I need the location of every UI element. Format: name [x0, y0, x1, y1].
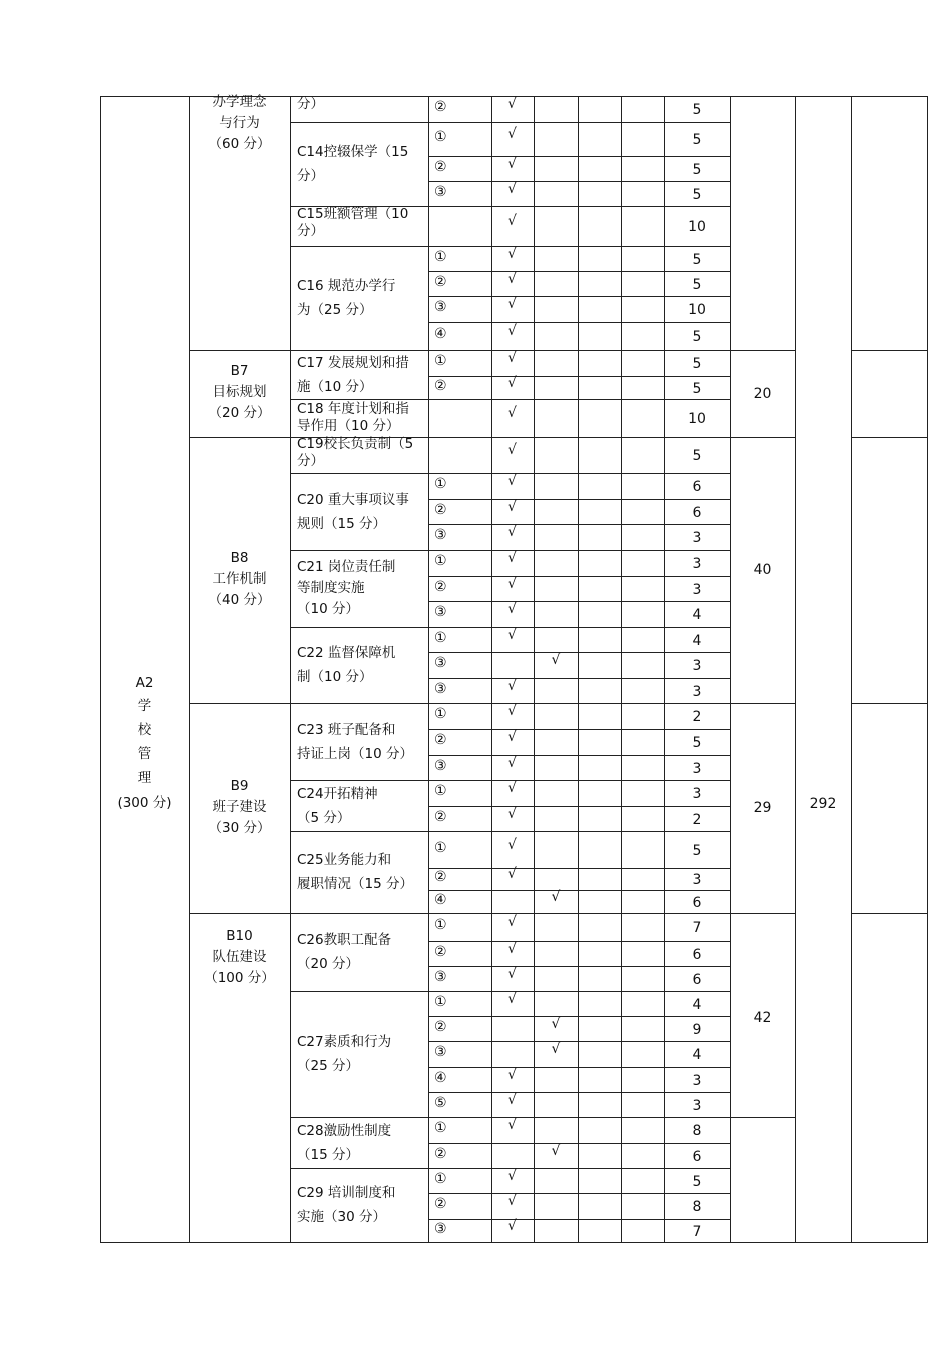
item-score: 10 — [688, 219, 706, 235]
grade-check-mark: √ — [508, 350, 517, 366]
row-rule — [730, 1117, 796, 1118]
grade-check-mark: √ — [508, 805, 517, 822]
grade-check-mark: √ — [508, 245, 517, 262]
row-rule — [290, 780, 429, 781]
indicator-c-label: 等制度实施 — [297, 580, 365, 596]
row-rule — [428, 890, 731, 891]
row-rule — [290, 831, 429, 832]
item-number: ② — [434, 501, 447, 518]
indicator-b-label: （100 分） — [204, 970, 275, 986]
indicator-c-label: C29 培训制度和 — [297, 1185, 396, 1201]
indicator-b-label: 工作机制 — [212, 571, 267, 587]
row-rule — [428, 473, 731, 474]
row-rule — [428, 437, 731, 438]
item-number: ③ — [434, 757, 447, 774]
row-rule — [189, 350, 291, 351]
indicator-c-label: C20 重大事项议事 — [297, 491, 409, 508]
section-name-char: 校 — [137, 722, 152, 738]
item-score: 5 — [692, 102, 702, 118]
item-score: 8 — [692, 1199, 702, 1215]
item-score: 2 — [692, 709, 702, 725]
item-score: 6 — [692, 894, 702, 911]
item-number: ③ — [434, 680, 447, 697]
row-rule — [428, 1219, 731, 1220]
item-number: ② — [434, 273, 447, 290]
grade-check-mark: √ — [508, 1167, 517, 1184]
grade-check-mark: √ — [508, 323, 517, 339]
row-rule — [428, 156, 731, 157]
grade-check-mark: √ — [508, 780, 517, 796]
indicator-c-label: C26教职工配备 — [297, 932, 392, 948]
grade-check-mark: √ — [551, 1142, 561, 1159]
row-rule — [290, 550, 429, 551]
item-score: 5 — [692, 276, 702, 293]
item-number: ② — [434, 377, 447, 394]
item-number: ① — [434, 706, 447, 722]
row-rule — [428, 729, 731, 730]
item-score: 5 — [692, 329, 702, 345]
column-rule — [730, 96, 731, 1243]
indicator-b-total: 40 — [753, 562, 772, 578]
row-rule — [100, 1242, 928, 1243]
grade-check-mark: √ — [508, 836, 517, 853]
row-rule — [428, 1117, 731, 1118]
grade-check-mark: √ — [508, 1066, 517, 1083]
row-rule — [428, 780, 731, 781]
item-score: 4 — [692, 996, 702, 1013]
indicator-c-label: （15 分） — [297, 1146, 359, 1163]
grade-check-mark: √ — [508, 940, 517, 957]
grade-check-mark: √ — [508, 498, 517, 515]
indicator-c-label: 施（10 分） — [297, 378, 373, 395]
column-rule — [795, 96, 796, 1243]
grade-check-mark: √ — [508, 155, 517, 172]
item-score: 4 — [692, 607, 702, 623]
row-rule — [851, 913, 928, 914]
grade-check-mark: √ — [508, 405, 517, 421]
item-number: ② — [434, 1018, 447, 1035]
item-number: ② — [434, 732, 447, 748]
row-rule — [290, 991, 429, 992]
column-rule — [290, 96, 291, 1243]
item-score: 9 — [692, 1021, 702, 1038]
indicator-b-label: （40 分） — [208, 592, 271, 608]
item-score: 6 — [692, 946, 702, 963]
item-number: ③ — [434, 968, 447, 985]
indicator-c-label: C28激励性制度 — [297, 1122, 392, 1139]
row-rule — [428, 1041, 731, 1042]
row-rule — [428, 206, 731, 207]
item-number: ① — [434, 248, 447, 265]
indicator-b-label: B7 — [230, 363, 249, 379]
row-rule — [290, 703, 429, 704]
indicator-c-label: 为（25 分） — [297, 302, 373, 318]
grade-check-mark: √ — [508, 1217, 517, 1234]
indicator-c-label: C19校长负责制（5 — [297, 436, 414, 452]
section-name-char: 管 — [137, 746, 152, 762]
item-score: 5 — [692, 251, 702, 268]
item-number: ③ — [434, 1220, 447, 1237]
grade-check-mark: √ — [551, 652, 561, 668]
item-number: ③ — [434, 299, 447, 315]
indicator-c-label: 分） — [297, 96, 324, 112]
item-number: ④ — [434, 1069, 447, 1086]
item-score: 3 — [692, 760, 702, 777]
item-number: ② — [434, 1145, 447, 1162]
indicator-b-label: 班子建设 — [212, 799, 267, 815]
column-rule — [621, 96, 622, 1243]
item-number: ④ — [434, 891, 447, 908]
item-number: ② — [434, 869, 447, 885]
column-rule — [100, 96, 101, 1243]
item-number: ① — [434, 553, 447, 569]
grade-check-mark: √ — [508, 213, 517, 229]
item-score: 3 — [692, 658, 702, 674]
item-number: ① — [434, 993, 447, 1010]
item-score: 5 — [692, 356, 702, 372]
row-rule — [290, 246, 429, 247]
row-rule — [428, 1168, 731, 1169]
item-score: 3 — [692, 1097, 702, 1114]
grade-check-mark: √ — [508, 575, 517, 592]
grade-check-mark: √ — [508, 180, 517, 197]
indicator-c-label: 分） — [297, 223, 324, 239]
row-rule — [290, 1168, 429, 1169]
row-rule — [730, 913, 796, 914]
row-rule — [851, 350, 928, 351]
item-score: 2 — [692, 811, 702, 828]
item-score: 5 — [692, 186, 702, 203]
grade-check-mark: √ — [508, 866, 517, 882]
row-rule — [428, 1092, 731, 1093]
grade-check-mark: √ — [508, 550, 517, 566]
row-rule — [428, 991, 731, 992]
indicator-c-label: （20 分） — [297, 956, 359, 972]
item-number: ③ — [434, 527, 447, 543]
grade-check-mark: √ — [508, 965, 517, 982]
item-number: ② — [434, 158, 447, 175]
row-rule — [290, 473, 429, 474]
row-rule — [428, 601, 731, 602]
grade-check-mark: √ — [508, 126, 517, 142]
item-score: 5 — [692, 735, 702, 751]
row-rule — [730, 350, 796, 351]
item-score: 6 — [692, 504, 702, 521]
item-score: 3 — [692, 683, 702, 700]
grade-check-mark: √ — [508, 1193, 517, 1209]
grade-check-mark: √ — [508, 626, 517, 643]
indicator-c-label: C21 岗位责任制 — [297, 559, 396, 575]
indicator-c-label: C24开拓精神 — [297, 785, 378, 802]
indicator-c-label: 导作用（10 分） — [297, 418, 400, 434]
indicator-c-label: C27素质和行为 — [297, 1034, 392, 1050]
item-score: 3 — [692, 530, 702, 546]
row-rule — [428, 1193, 731, 1194]
grade-check-mark: √ — [508, 473, 517, 489]
item-number: ① — [434, 1170, 447, 1187]
item-number: ① — [434, 917, 447, 933]
item-score: 8 — [692, 1123, 702, 1139]
item-score: 5 — [692, 161, 702, 178]
indicator-b-total: 29 — [753, 800, 772, 816]
row-rule — [428, 913, 731, 914]
item-score: 10 — [688, 302, 706, 318]
item-score: 5 — [692, 842, 702, 859]
item-score: 4 — [692, 1047, 702, 1063]
indicator-c-label: 制（10 分） — [297, 669, 373, 685]
item-number: ② — [434, 943, 447, 960]
row-rule — [851, 437, 928, 438]
grade-check-mark: √ — [508, 1091, 517, 1108]
row-rule — [428, 806, 731, 807]
indicator-c-label: C23 班子配备和 — [297, 721, 396, 738]
row-rule — [428, 627, 731, 628]
grade-check-mark: √ — [551, 1015, 561, 1032]
row-rule — [428, 122, 731, 123]
grade-check-mark: √ — [508, 677, 517, 694]
grade-check-mark: √ — [508, 601, 517, 617]
item-number: ① — [434, 476, 447, 492]
row-rule — [428, 524, 731, 525]
row-rule — [428, 1143, 731, 1144]
item-number: ④ — [434, 326, 447, 342]
row-rule — [428, 1016, 731, 1017]
indicator-c-label: （5 分） — [297, 809, 351, 826]
grade-check-mark: √ — [508, 270, 517, 287]
grade-check-mark: √ — [508, 754, 517, 771]
row-rule — [189, 913, 291, 914]
indicator-c-label: C22 监督保障机 — [297, 645, 396, 661]
grade-check-mark: √ — [508, 96, 517, 112]
indicator-b-label: 目标规划 — [212, 384, 267, 400]
indicator-b-total: 42 — [753, 1010, 772, 1026]
grade-check-mark: √ — [508, 442, 517, 458]
section-max-score: (300 分) — [117, 795, 172, 811]
column-rule — [189, 96, 190, 1243]
row-rule — [428, 271, 731, 272]
grade-check-mark: √ — [508, 524, 517, 540]
row-rule — [290, 1117, 429, 1118]
indicator-c-label: C15班额管理（10 — [297, 206, 409, 222]
row-rule — [428, 652, 731, 653]
row-rule — [730, 437, 796, 438]
indicator-c-label: 规则（15 分） — [297, 515, 386, 532]
row-rule — [290, 627, 429, 628]
grade-check-mark: √ — [508, 703, 517, 719]
section-code: A2 — [135, 675, 154, 691]
row-rule — [428, 966, 731, 967]
row-rule — [428, 755, 731, 756]
indicator-b-total: 20 — [753, 385, 772, 402]
indicator-c-label: 分） — [297, 168, 324, 184]
indicator-b-label: （20 分） — [208, 405, 271, 421]
indicator-b-label: 办学理念 — [212, 94, 267, 110]
column-rule — [428, 96, 429, 1243]
row-rule — [428, 550, 731, 551]
item-score: 3 — [692, 1072, 702, 1089]
row-rule — [290, 913, 429, 914]
indicator-b-label: （60 分） — [208, 136, 271, 152]
item-number: ③ — [434, 1044, 447, 1060]
section-total-score: 292 — [809, 796, 837, 812]
row-rule — [730, 703, 796, 704]
item-number: ① — [434, 129, 447, 145]
indicator-c-label: C25业务能力和 — [297, 852, 392, 868]
indicator-c-label: 履职情况（15 分） — [297, 876, 413, 892]
item-number: ② — [434, 808, 447, 825]
indicator-b-label: B8 — [230, 550, 249, 566]
item-score: 5 — [692, 1173, 702, 1190]
grade-check-mark: √ — [508, 990, 517, 1007]
indicator-b-label: （30 分） — [208, 820, 271, 836]
item-score: 5 — [692, 132, 702, 148]
item-score: 7 — [692, 920, 702, 936]
item-score: 5 — [692, 380, 702, 397]
grade-check-mark: √ — [508, 914, 517, 930]
section-name-char: 理 — [137, 770, 152, 786]
row-rule — [428, 831, 731, 832]
indicator-c-label: （25 分） — [297, 1058, 359, 1074]
row-rule — [428, 703, 731, 704]
row-rule — [428, 1067, 731, 1068]
indicator-b-label: 与行为 — [219, 115, 260, 131]
row-rule — [428, 576, 731, 577]
row-rule — [428, 322, 731, 323]
row-rule — [290, 122, 429, 123]
indicator-c-label: C16 规范办学行 — [297, 278, 396, 294]
grade-check-mark: √ — [551, 888, 561, 905]
row-rule — [189, 437, 291, 438]
row-rule — [189, 703, 291, 704]
row-rule — [851, 703, 928, 704]
item-number: ① — [434, 839, 447, 856]
item-score: 6 — [692, 971, 702, 988]
indicator-c-label: C18 年度计划和指 — [297, 401, 409, 417]
item-score: 6 — [692, 1148, 702, 1165]
item-number: ② — [434, 1196, 447, 1212]
row-rule — [428, 246, 731, 247]
indicator-b-label: 队伍建设 — [212, 949, 267, 965]
item-number: ② — [434, 99, 447, 115]
item-number: ③ — [434, 604, 447, 620]
column-rule — [851, 96, 852, 1243]
item-score: 3 — [692, 556, 702, 572]
item-number: ⑤ — [434, 1094, 447, 1111]
grade-check-mark: √ — [508, 1117, 517, 1133]
item-score: 4 — [692, 632, 702, 649]
item-score: 10 — [688, 411, 706, 427]
indicator-b-label: B9 — [230, 778, 249, 794]
item-number: ① — [434, 629, 447, 646]
column-rule — [927, 96, 928, 1243]
row-rule — [428, 678, 731, 679]
item-number: ① — [434, 353, 447, 369]
row-rule — [428, 499, 731, 500]
row-rule — [428, 868, 731, 869]
row-rule — [428, 399, 731, 400]
grade-check-mark: √ — [508, 296, 517, 312]
item-number: ③ — [434, 183, 447, 200]
row-rule — [428, 181, 731, 182]
item-number: ① — [434, 783, 447, 799]
item-number: ② — [434, 578, 447, 595]
indicator-c-label: C17 发展规划和措 — [297, 354, 409, 371]
row-rule — [428, 376, 731, 377]
item-number: ① — [434, 1120, 447, 1136]
indicator-c-label: 分） — [297, 453, 324, 469]
item-score: 3 — [692, 581, 702, 598]
item-score: 6 — [692, 479, 702, 495]
grade-check-mark: √ — [508, 729, 517, 745]
row-rule — [290, 350, 429, 351]
indicator-c-label: 持证上岗（10 分） — [297, 745, 413, 762]
indicator-b-label: B10 — [226, 928, 253, 944]
grade-check-mark: √ — [551, 1041, 561, 1057]
section-name-char: 学 — [137, 698, 152, 714]
item-score: 3 — [692, 786, 702, 802]
item-number: ③ — [434, 655, 447, 671]
item-score: 7 — [692, 1223, 702, 1240]
row-rule — [428, 350, 731, 351]
item-score: 3 — [692, 872, 702, 888]
row-rule — [428, 296, 731, 297]
item-score: 5 — [692, 448, 702, 464]
indicator-c-label: （10 分） — [297, 601, 359, 617]
indicator-c-label: 实施（30 分） — [297, 1209, 386, 1225]
grade-check-mark: √ — [508, 374, 517, 391]
row-rule — [428, 941, 731, 942]
indicator-c-label: C14控辍保学（15 — [297, 144, 409, 160]
column-rule — [578, 96, 579, 1243]
